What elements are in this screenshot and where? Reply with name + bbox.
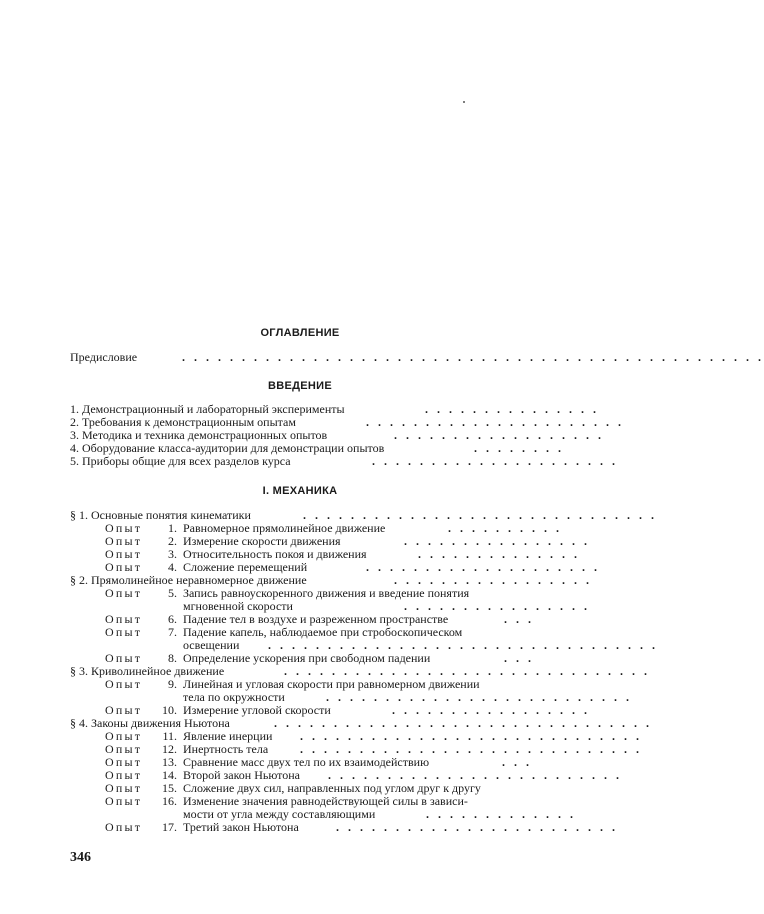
- leader-dots: . . . . . . . . . . . . . . . . .: [392, 703, 590, 717]
- preface-entry: Предисловие: [70, 350, 138, 364]
- experiment-label: Опыт: [105, 768, 143, 782]
- experiment-label: Опыт: [105, 677, 143, 691]
- intro-item: 4. Оборудование класса-аудитории для демонстрации опытов: [70, 441, 385, 455]
- introduction-heading: ВВЕДЕНИЕ: [268, 380, 332, 392]
- experiment-number: 10.: [162, 703, 177, 717]
- leader-dots: . . . . . . . . . . . . . . . . . . . . . . . . . . . . .: [300, 729, 642, 743]
- experiment-number: 5.: [168, 586, 177, 600]
- leader-dots: . . . . . . . . . . . . .: [426, 807, 576, 821]
- experiment-label: Опыт: [105, 755, 143, 769]
- experiment-number: 9.: [168, 677, 177, 691]
- experiment-label: Опыт: [105, 820, 143, 834]
- leader-dots: . . . . . . . . . . . . . . . . . . . . . .: [366, 415, 624, 429]
- experiment-title-continuation: мости от угла между составляющими: [183, 807, 376, 821]
- experiment-title: Падение тел в воздухе и разреженном пространстве: [183, 612, 449, 626]
- experiment-number: 14.: [162, 768, 177, 782]
- experiment-number: 7.: [168, 625, 177, 639]
- experiment-entry: [105, 821, 330, 834]
- experiment-title: Запись равноускоренного движения и введение понятия: [183, 586, 470, 600]
- leader-dots: . . . . . . . . . . . . . . . . . . . . . . . . . . . . . . . . . . . . . . . . . . . . . . . . .: [182, 350, 764, 364]
- experiment-title-continuation: тела по окружности: [183, 690, 285, 704]
- experiment-title: Падение капель, наблюдаемое при стробоскопическом: [183, 625, 463, 639]
- experiment-number: 3.: [168, 547, 177, 561]
- contents-heading: ОГЛАВЛЕНИЕ: [260, 327, 340, 339]
- experiment-title: Второй закон Ньютона: [183, 768, 300, 782]
- experiment-label: Опыт: [105, 521, 143, 535]
- intro-item: 2. Требования к демонстрационным опытам: [70, 415, 296, 429]
- experiment-number: 16.: [162, 794, 177, 808]
- leader-dots: . . . . . . . . . . . . . . . . . . . . . . . . . . . . . .: [303, 508, 657, 522]
- experiment-label: Опыт: [105, 547, 143, 561]
- leader-dots: . . . . . . . . . . . . . . .: [425, 402, 599, 416]
- experiment-label: Опыт: [105, 703, 143, 717]
- experiment-title: Измерение угловой скорости: [183, 703, 331, 717]
- leader-dots: . . . . . . . . . . . . . . . . . . . .: [366, 560, 600, 574]
- print-speck: [463, 101, 465, 103]
- experiment-title: Инертность тела: [183, 742, 269, 756]
- mechanics-heading: I. МЕХАНИКА: [262, 485, 338, 497]
- leader-dots: . . .: [504, 612, 534, 626]
- experiment-label: Опыт: [105, 534, 143, 548]
- leader-dots: . . . . . . . . . . . . . . . . . .: [394, 428, 604, 442]
- intro-item: 3. Методика и техника демонстрационных опытов: [70, 428, 328, 442]
- experiment-number: 13.: [162, 755, 177, 769]
- experiment-label: Опыт: [105, 742, 143, 756]
- experiment-number: 2.: [168, 534, 177, 548]
- section-heading: § 1. Основные понятия кинематики: [70, 508, 251, 522]
- experiment-label: Опыт: [105, 729, 143, 743]
- leader-dots: . . . . . . . . . . . . . . . . . . . . .: [372, 454, 618, 468]
- page-number: 346: [70, 850, 91, 865]
- experiment-title: Определение ускорения при свободном падении: [183, 651, 431, 665]
- experiment-title: Равномерное прямолинейное движение: [183, 521, 386, 535]
- experiment-number: 8.: [168, 651, 177, 665]
- experiment-number: 1.: [168, 521, 177, 535]
- experiment-label: Опыт: [105, 560, 143, 574]
- leader-dots: . . . . . . . . . . . . . . . . . . . . . . . . . . . . . . .: [284, 664, 650, 678]
- section-heading: § 3. Криволинейное движение: [70, 664, 225, 678]
- experiment-number: 15.: [162, 781, 177, 795]
- experiment-title-continuation: мгновенной скорости: [183, 599, 293, 613]
- experiment-label: Опыт: [105, 794, 143, 808]
- experiment-title: Сложение двух сил, направленных под углом друг к другу: [183, 781, 481, 795]
- experiment-label: Опыт: [105, 625, 143, 639]
- experiment-title: Относительность покоя и движения: [183, 547, 367, 561]
- experiment-number: 4.: [168, 560, 177, 574]
- experiment-number: 6.: [168, 612, 177, 626]
- experiment-number: 17.: [162, 820, 177, 834]
- leader-dots: . . . . . . . . . . . . . . . .: [404, 599, 590, 613]
- experiment-title: Сложение перемещений: [183, 560, 308, 574]
- section-heading: § 2. Прямолинейное неравномерное движение: [70, 573, 307, 587]
- leader-dots: . . . . . . . . . . . . . . . . . . . . . . . . .: [328, 768, 622, 782]
- leader-dots: . . . . . . . . . . . . . . . . . . . . . . . . . . . . .: [300, 742, 642, 756]
- leader-dots: . . . . . . . . . . . . . . . . .: [394, 573, 592, 587]
- leader-dots: . . . . . . . . . . . . . . . .: [404, 534, 590, 548]
- leader-dots: . . . . . . . . . . . . . . . . . . . . . . . . . . . . . . . .: [274, 716, 652, 730]
- experiment-title: Линейная и угловая скорости при равномерном движении: [183, 677, 480, 691]
- experiment-number: 11.: [162, 729, 177, 743]
- leader-dots: . . .: [504, 651, 534, 665]
- experiment-title: Сравнение масс двух тел по их взаимодействию: [183, 755, 430, 769]
- leader-dots: . . . . . . . .: [474, 441, 564, 455]
- leader-dots: . . . . . . . . . . . . . . . . . . . . . . . . . . . . . . . . .: [268, 638, 658, 652]
- experiment-label: Опыт: [105, 612, 143, 626]
- experiment-title: Третий закон Ньютона: [183, 820, 299, 834]
- experiment-title: Изменение значения равнодействующей силы в зависи-: [183, 794, 468, 808]
- experiment-title: Явление инерции: [183, 729, 273, 743]
- experiment-title: Измерение скорости движения: [183, 534, 341, 548]
- experiment-label: Опыт: [105, 781, 143, 795]
- leader-dots: . . . . . . . . . . . . . . . . . . . . . . . .: [336, 820, 618, 834]
- intro-item: 1. Демонстрационный и лабораторный эксперименты: [70, 402, 345, 416]
- experiment-title-continuation: освещении: [183, 638, 240, 652]
- section-heading: § 4. Законы движения Ньютона: [70, 716, 230, 730]
- leader-dots: . . . . . . . . . . . . . . . . . . . . . . . . . .: [326, 690, 632, 704]
- intro-item: 5. Приборы общие для всех разделов курса: [70, 454, 291, 468]
- leader-dots: . . . . . . . . . .: [448, 521, 562, 535]
- leader-dots: . . .: [502, 755, 532, 769]
- experiment-number: 12.: [162, 742, 177, 756]
- leader-dots: . . . . . . . . . . . . . .: [418, 547, 580, 561]
- experiment-label: Опыт: [105, 586, 143, 600]
- experiment-label: Опыт: [105, 651, 143, 665]
